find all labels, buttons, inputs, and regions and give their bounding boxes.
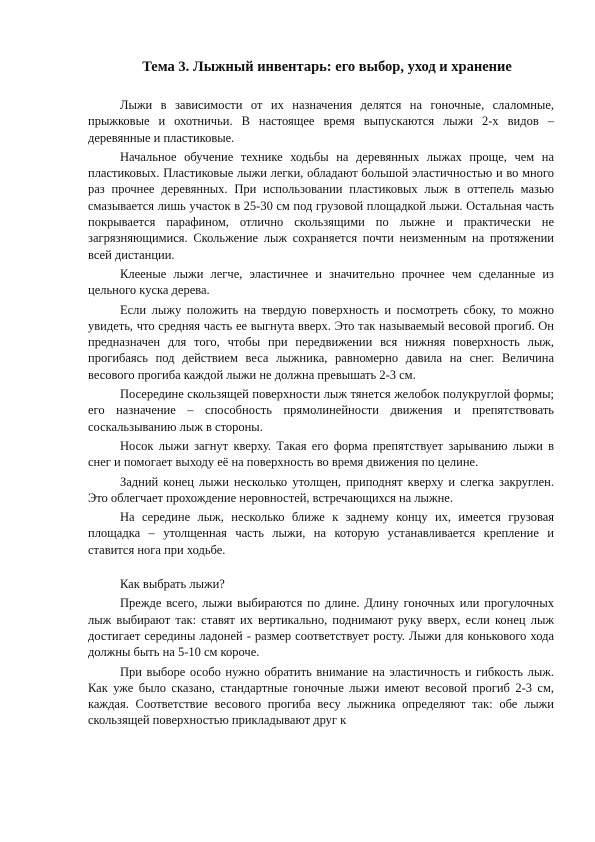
- paragraph-groove: Посередине скользящей поверхности лыж тянется желобок полукруглой формы; его назначение – способность прямолинейности движения и препятствовать соскальзыванию лыж в стороны.: [88, 387, 554, 434]
- paragraph-glued-skis: Клееные лыжи легче, эластичнее и значительно прочнее чем сделанные из цельного куска дерева.: [88, 266, 554, 298]
- paragraph-length-selection: Прежде всего, лыжи выбираются по длине. Длину гоночных или прогулочных лыж выбирают так: ставят их вертикально, поднимают руку вверх, если конец лыж достигает середины ладоней - размер соответствует росту. Лыжи для конькового хода должны быть на 5-10 см короче.: [88, 596, 554, 660]
- paragraph-ski-tail: Задний конец лыжи несколько утолщен, приподнят кверху и слегка закруглен. Это облегчает прохождение неровностей, встречающихся на лыжне.: [88, 474, 554, 505]
- document-title: Тема 3. Лыжный инвентарь: его выбор, уход и хранение: [142, 59, 512, 75]
- document-body: [88, 97, 554, 732]
- paragraph-binding-platform: На середине лыж, несколько ближе к заднему концу их, имеется грузовая площадка – утолщенная часть лыжи, на которую устанавливается крепление и ставится нога при ходьбе.: [88, 510, 554, 557]
- paragraph-elasticity-check: При выборе особо нужно обратить внимание на эластичность и гибкость лыж. Как уже было сказано, стандартные гоночные лыжи имеют весовой прогиб 2-3 см, каждая. Соответствие весового прогиба весу лыжника определяют так: обе лыжи скользящей поверхностью прикладывают друг к: [88, 664, 554, 728]
- paragraph-weight-camber: Если лыжу положить на твердую поверхность и посмотреть сбоку, то можно увидеть, что средняя часть ее выгнута вверх. Это так называемый весовой прогиб. Он предназначен для того, чтобы при передвижении вся нижняя поверхность лыж, прогибаясь под действием веса лыжника, равномерно давила на снег. Величина весового прогиба каждой лыжи не должна превышать 2-3 см.: [88, 302, 554, 382]
- paragraph-plastic-vs-wooden: Начальное обучение технике ходьбы на деревянных лыжах проще, чем на пластиковых. Пластиковые лыжи легки, обладают большой эластичностью и во много раз прочнее деревянных. При использовании пластиковых лыж в оттепель мазью смазывается лишь участок в 25-30 см под грузовой площадкой лыжи. Остальная часть покрывается парафином, отлично скользящими по лыжне и практически не загрязняющимися. Скольжение лыж сохраняется почти неизменным на протяжении всей дистанции.: [88, 149, 554, 262]
- section-gap: [88, 561, 554, 576]
- paragraph-ski-tip: Носок лыжи загнут кверху. Такая его форма препятствует зарыванию лыжи в снег и помогает выходу её на поверхность во время движения по целине.: [88, 438, 554, 470]
- section-heading-how-to-choose: Как выбрать лыжи?: [120, 577, 225, 592]
- paragraph-ski-types: Лыжи в зависимости от их назначения делятся на гоночные, слаломные, прыжковые и охотничьи. В настоящее время выпускаются лыжи 2-х видов – деревянные и пластиковые.: [88, 98, 554, 145]
